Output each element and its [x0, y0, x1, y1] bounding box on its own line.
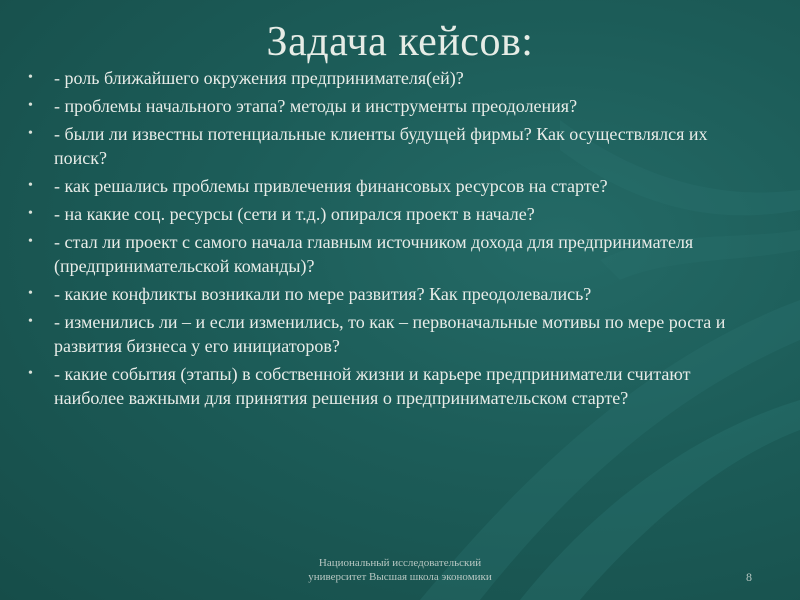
- bullet-text: - роль ближайшего окружения предпринимателя(ей)?: [54, 68, 464, 88]
- bullet-text: - на какие соц. ресурсы (сети и т.д.) опирался проект в начале?: [54, 204, 535, 224]
- footer-institution-line2: университет Высшая школа экономики: [308, 571, 492, 583]
- bullet-text: - были ли известны потенциальные клиенты будущей фирмы? Как осуществлялся их поиск?: [54, 124, 708, 168]
- bullet-dot-icon: •: [28, 366, 33, 381]
- bullet-item: [26, 122, 738, 170]
- bullet-text: - стал ли проект с самого начала главным источником дохода для предпринимателя (предпринимательской команды)?: [54, 232, 694, 276]
- bullet-dot-icon: •: [28, 314, 33, 329]
- bullet-item: [26, 282, 738, 306]
- bullet-dot-icon: •: [28, 206, 33, 221]
- bullet-text: - какие конфликты возникали по мере развития? Как преодолевались?: [54, 284, 592, 304]
- bullet-dot-icon: •: [28, 286, 33, 301]
- bullet-dot-icon: •: [28, 98, 33, 113]
- bullet-item: [26, 174, 738, 198]
- page-number: 8: [746, 570, 752, 584]
- bullet-text: - какие события (этапы) в собственной жизни и карьере предприниматели считают наиболее важными для принятия решения о предпринимательском старте?: [54, 364, 691, 408]
- footer-institution-line1: Национальный исследовательский: [318, 557, 482, 569]
- bullet-item: [26, 66, 738, 90]
- bullet-dot-icon: •: [28, 70, 33, 85]
- bullet-dot-icon: •: [28, 234, 33, 249]
- bullet-dot-icon: •: [28, 178, 33, 193]
- bullet-item: [26, 362, 738, 410]
- bullet-dot-icon: •: [28, 126, 33, 141]
- bullet-item: [26, 94, 738, 118]
- footer-institution: [240, 556, 560, 584]
- bullet-text: - проблемы начального этапа? методы и инструменты преодоления?: [54, 96, 578, 116]
- bullet-item: [26, 202, 738, 226]
- bullet-text: - как решались проблемы привлечения финансовых ресурсов на старте?: [54, 176, 608, 196]
- bullet-text: - изменились ли – и если изменились, то как – первоначальные мотивы по мере роста и развития бизнеса у его инициаторов?: [54, 312, 726, 356]
- bullet-item: [26, 310, 738, 358]
- bullet-list: [26, 66, 738, 414]
- slide-title: Задача кейсов:: [266, 19, 534, 65]
- bullet-item: [26, 230, 738, 278]
